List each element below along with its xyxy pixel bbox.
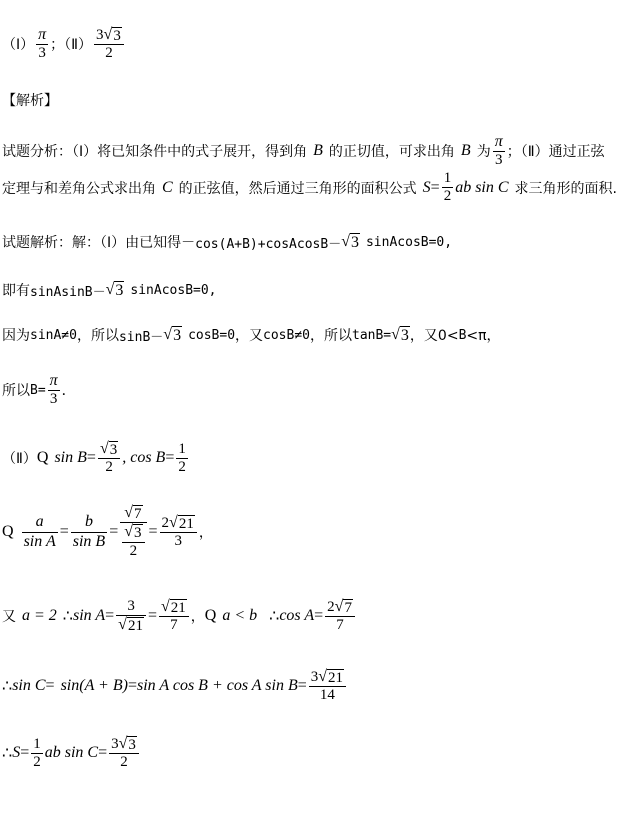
analysis-line-2: 定理与和差角公式求出角 C 的正弦值，然后通过三角形的面积公式 S = $\frac{1}{2}$ ab sin C 求三角形的面积. [2, 170, 617, 205]
part2-line-3: 又 a = 2 ∴ sin A = 3 √ 21 = √ 21 7 ， Q a < b ∴ cos A = 2 √ 7 7 [2, 598, 357, 635]
solution-line-3: 因为 sinA≠0 ，所以 sinB－ √ 3 cosB=0 ，又 cosB≠0 ，所以 tanB= √ 3 ，又0< B <π， [2, 326, 501, 345]
answer-part1-label: （Ⅰ） [2, 37, 35, 54]
part2-line-2: Q $\frac{a}{\text{sin A}}$ = $\frac{b}{\text{sin B}}$ = √ 7 √ 3 2 = 2 √ 21 3 ， [2, 504, 213, 559]
answer-sep: ；（Ⅱ） [50, 37, 93, 54]
solution-line-2: 即有 sinAsinB－ √ 3 sinAcosB=0, [2, 281, 217, 300]
part2-line-5: ∴ S = $\frac{1}{2}$ ab sin C = 3 √ 3 2 [2, 735, 141, 772]
answer-part1-fraction: $\frac{\pi}{3}$ [38, 26, 47, 62]
analysis-heading: 【解析】 [2, 93, 58, 109]
part2-line-4: ∴ sin C = sin(A + B) = sin A cos B + cos A sin B = 3 √ 21 14 [2, 668, 348, 705]
part2-line-1: （Ⅱ） Q sin B = √ 3 2 , cos B = $\frac{1}{2}$ [2, 440, 186, 476]
answer-line [2, 26, 126, 63]
answer-part2-fraction: 3 √ 3 2 [94, 26, 124, 63]
solution-line-4: 所以 B= $\frac{\pi}{3}$ ． [2, 372, 76, 408]
solution-line-1: 试题解析：解：（Ⅰ）由已知得－ cos(A+B)+cosAcosB－ √ 3 sinAcosB=0, [2, 233, 453, 252]
analysis-line-1: 试题分析：（Ⅰ）将已知条件中的式子展开，得到角 B 的正切值，可求出角 B 为 $\frac{\pi}{3}$ ；（Ⅱ）通过正弦 [2, 133, 605, 169]
